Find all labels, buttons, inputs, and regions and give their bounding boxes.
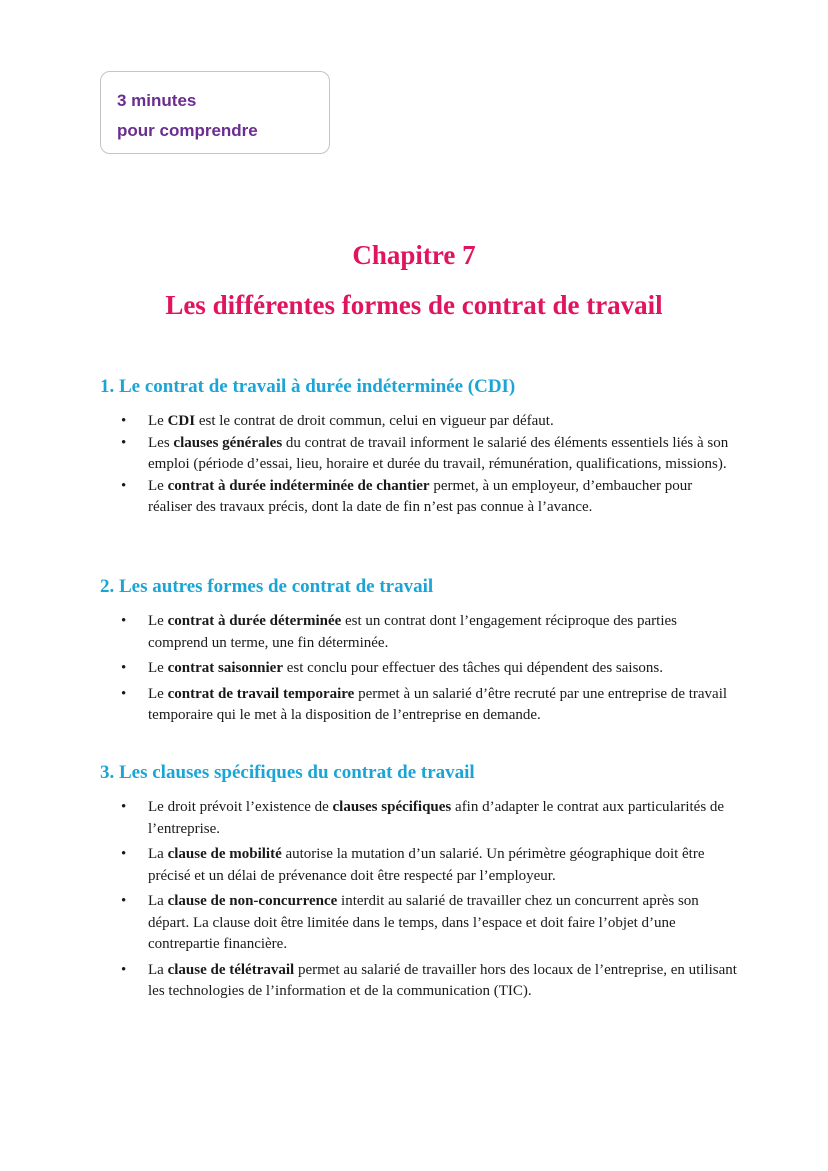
section-heading: 3. Les clauses spécifiques du contrat de travail	[100, 762, 475, 783]
badge-line-2: pour comprendre	[117, 121, 258, 140]
text-run: Le	[148, 660, 168, 676]
text-run: Le	[148, 413, 168, 429]
series-badge	[100, 71, 330, 154]
bold-term: clauses spécifiques	[332, 799, 452, 815]
text-run: du contrat de travail informent le salarié des éléments essentiels liés à son emploi (période d’essai, lieu, horaire et durée du travail, rémunération, qualifications, missions).	[148, 434, 729, 472]
chapter-title: Les différentes formes de contrat de travail	[165, 290, 663, 320]
section-heading: 2. Les autres formes de contrat de travail	[100, 576, 434, 597]
bullet-list	[100, 411, 740, 519]
section-other-contracts	[100, 575, 740, 731]
text-run: La	[148, 893, 168, 909]
text-run: permet au salarié de travailler hors des locaux de l’entreprise, en utilisant les technologies de l’information et de la communication (TIC).	[148, 961, 737, 999]
bullet-item	[100, 891, 740, 956]
text-run: est le contrat de droit commun, celui en vigueur par défaut.	[195, 413, 554, 429]
text-run: permet, à un employeur, d’embaucher pour réaliser des travaux précis, dont la date de fin n’est pas connue à l’avance.	[148, 477, 693, 515]
bullet-item	[100, 433, 740, 476]
text-run: est un contrat dont l’engagement réciproque des parties comprend un terme, une fin déterminée.	[148, 613, 677, 651]
bold-term: CDI	[167, 413, 196, 429]
chapter-number: Chapitre 7	[352, 240, 476, 270]
text-run: Les	[148, 434, 174, 451]
bullet-list	[100, 797, 740, 1003]
bullet-item	[100, 658, 740, 680]
bold-term: clause de télétravail	[167, 961, 295, 978]
text-run: interdit au salarié de travailler chez un concurrent après son départ. La clause doit être limitée dans le temps, dans l’espace et doit faire l’objet d’une contrepartie financière.	[148, 893, 699, 952]
text-run: afin d’adapter le contrat aux particularités de l’entreprise.	[148, 799, 725, 837]
text-run: autorise la mutation d’un salarié. Un périmètre géographique doit être précisé et un délai de prévenance doit être respecté par l’employeur.	[148, 846, 705, 884]
bold-term: contrat saisonnier	[167, 660, 283, 676]
bullet-item	[100, 411, 740, 433]
text-run: est conclu pour effectuer des tâches qui dépendent des saisons.	[283, 660, 664, 676]
bold-term: contrat de travail temporaire	[167, 685, 355, 702]
text-run: Le	[148, 685, 168, 702]
bold-term: clause de mobilité	[167, 846, 282, 862]
bold-term: contrat à durée indéterminée de chantier	[167, 477, 430, 494]
bullet-item	[100, 960, 740, 1003]
badge-line-1: 3 minutes	[117, 91, 197, 110]
bullet-item	[100, 684, 740, 727]
text-run: Le droit prévoit l’existence de	[148, 799, 333, 815]
bullet-item	[100, 476, 740, 519]
bullet-item	[100, 797, 740, 840]
bullet-item	[100, 611, 740, 654]
text-run: Le	[148, 477, 168, 494]
bullet-list	[100, 611, 740, 727]
bold-term: contrat à durée déterminée	[167, 613, 342, 629]
bold-term: clauses générales	[173, 434, 283, 451]
section-heading: 1. Le contrat de travail à durée indéterminée (CDI)	[100, 376, 516, 397]
text-run: La	[148, 846, 168, 862]
bold-term: clause de non-concurrence	[167, 893, 338, 909]
text-run: La	[148, 961, 168, 978]
section-specific-clauses	[100, 761, 740, 1007]
bullet-item	[100, 844, 740, 887]
text-run: permet à un salarié d’être recruté par une entreprise de travail temporaire qui le met à la disposition de l’entreprise en demande.	[148, 685, 728, 723]
text-run: Le	[148, 613, 168, 629]
section-cdi	[100, 375, 740, 519]
